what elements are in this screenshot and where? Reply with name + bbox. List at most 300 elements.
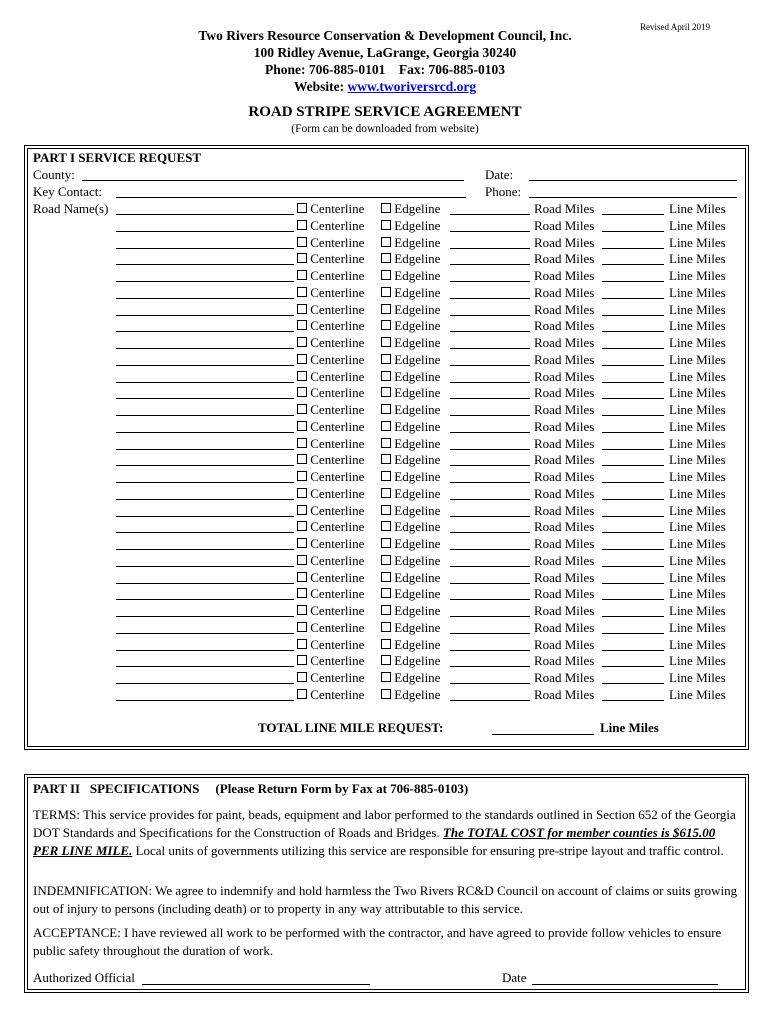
road-miles-label: Road Miles xyxy=(534,586,595,601)
road-miles-field[interactable] xyxy=(450,365,530,366)
road-name-field[interactable] xyxy=(116,298,294,299)
road-row xyxy=(0,235,770,252)
centerline-option[interactable]: Centerline xyxy=(297,620,364,636)
road-miles-field[interactable] xyxy=(450,298,530,299)
centerline-option[interactable]: Centerline xyxy=(297,687,364,703)
road-miles-label: Road Miles xyxy=(534,302,595,317)
road-name-field[interactable] xyxy=(116,599,294,600)
centerline-option[interactable]: Centerline xyxy=(297,469,364,485)
centerline-option[interactable]: Centerline xyxy=(297,318,364,334)
edgeline-checkbox[interactable] xyxy=(381,488,391,498)
edgeline-checkbox[interactable] xyxy=(381,471,391,481)
edgeline-option[interactable]: Edgeline xyxy=(381,553,440,569)
centerline-checkbox[interactable] xyxy=(297,572,307,582)
road-row xyxy=(0,352,770,369)
centerline-checkbox[interactable] xyxy=(297,689,307,699)
edgeline-option[interactable]: Edgeline xyxy=(381,201,440,217)
line-miles-label: Line Miles xyxy=(669,452,726,467)
centerline-option[interactable]: Centerline xyxy=(297,519,364,535)
road-row xyxy=(0,570,770,587)
road-miles-field[interactable] xyxy=(450,449,530,450)
centerline-checkbox[interactable] xyxy=(297,622,307,632)
road-miles-field[interactable] xyxy=(450,398,530,399)
centerline-option[interactable]: Centerline xyxy=(297,452,364,468)
centerline-checkbox[interactable] xyxy=(297,555,307,565)
edgeline-option[interactable]: Edgeline xyxy=(381,385,440,401)
road-miles-field[interactable] xyxy=(450,616,530,617)
edgeline-option[interactable]: Edgeline xyxy=(381,620,440,636)
line-miles-field[interactable] xyxy=(602,449,664,450)
centerline-checkbox[interactable] xyxy=(297,253,307,263)
line-miles-label: Line Miles xyxy=(669,586,726,601)
line-miles-field[interactable] xyxy=(602,549,664,550)
edgeline-checkbox[interactable] xyxy=(381,555,391,565)
centerline-checkbox[interactable] xyxy=(297,672,307,682)
line-miles-field[interactable] xyxy=(602,214,664,215)
terms-cost: The TOTAL COST for member counties is $615.00 PER LINE MILE. xyxy=(33,825,716,858)
edgeline-checkbox[interactable] xyxy=(381,572,391,582)
line-miles-field[interactable] xyxy=(602,331,664,332)
centerline-option[interactable]: Centerline xyxy=(297,402,364,418)
road-miles-label: Road Miles xyxy=(534,352,595,367)
edgeline-checkbox[interactable] xyxy=(381,655,391,665)
edgeline-checkbox[interactable] xyxy=(381,237,391,247)
road-miles-field[interactable] xyxy=(450,231,530,232)
centerline-checkbox[interactable] xyxy=(297,354,307,364)
edgeline-option[interactable]: Edgeline xyxy=(381,586,440,602)
road-miles-field[interactable] xyxy=(450,599,530,600)
road-miles-label: Road Miles xyxy=(534,452,595,467)
centerline-checkbox[interactable] xyxy=(297,337,307,347)
centerline-option[interactable]: Centerline xyxy=(297,268,364,284)
line-miles-label: Line Miles xyxy=(669,570,726,585)
edgeline-checkbox[interactable] xyxy=(381,521,391,531)
road-miles-label: Road Miles xyxy=(534,603,595,618)
road-miles-field[interactable] xyxy=(450,248,530,249)
edgeline-option[interactable]: Edgeline xyxy=(381,352,440,368)
line-miles-label: Line Miles xyxy=(669,251,726,266)
centerline-checkbox[interactable] xyxy=(297,421,307,431)
road-name-field[interactable] xyxy=(116,465,294,466)
centerline-option[interactable]: Centerline xyxy=(297,201,364,217)
line-miles-field[interactable] xyxy=(602,298,664,299)
road-miles-label: Road Miles xyxy=(534,218,595,233)
org-address: 100 Ridley Avenue, LaGrange, Georgia 30240 xyxy=(253,45,517,60)
road-miles-field[interactable] xyxy=(450,683,530,684)
line-miles-label: Line Miles xyxy=(669,352,726,367)
road-miles-field[interactable] xyxy=(450,633,530,634)
road-miles-label: Road Miles xyxy=(534,620,595,635)
edgeline-option[interactable]: Edgeline xyxy=(381,670,440,686)
line-miles-field[interactable] xyxy=(602,532,664,533)
road-name-field[interactable] xyxy=(116,666,294,667)
edgeline-option[interactable]: Edgeline xyxy=(381,318,440,334)
road-name-field[interactable] xyxy=(116,281,294,282)
total-label: TOTAL LINE MILE REQUEST: xyxy=(258,720,444,735)
road-miles-label: Road Miles xyxy=(534,402,595,417)
centerline-checkbox[interactable] xyxy=(297,538,307,548)
edgeline-checkbox[interactable] xyxy=(381,371,391,381)
road-miles-field[interactable] xyxy=(450,382,530,383)
line-miles-label: Line Miles xyxy=(669,402,726,417)
road-miles-field[interactable] xyxy=(450,650,530,651)
centerline-option[interactable]: Centerline xyxy=(297,653,364,669)
line-miles-field[interactable] xyxy=(602,248,664,249)
road-miles-field[interactable] xyxy=(450,549,530,550)
county-label: County: xyxy=(33,167,75,182)
centerline-option[interactable]: Centerline xyxy=(297,586,364,602)
road-name-field[interactable] xyxy=(116,398,294,399)
centerline-checkbox[interactable] xyxy=(297,371,307,381)
edgeline-checkbox[interactable] xyxy=(381,253,391,263)
road-row xyxy=(0,302,770,319)
line-miles-field[interactable] xyxy=(602,566,664,567)
road-name-field[interactable] xyxy=(116,482,294,483)
line-miles-field[interactable] xyxy=(602,683,664,684)
edgeline-option[interactable]: Edgeline xyxy=(381,251,440,267)
centerline-checkbox[interactable] xyxy=(297,304,307,314)
road-miles-field[interactable] xyxy=(450,583,530,584)
centerline-option[interactable]: Centerline xyxy=(297,251,364,267)
terms-text: TERMS: This service provides for paint, beads, equipment and labor performed to the standards outlined in Section 652 of the Georgia DOT Standards and Specifications for the Construction of Roads and Bridges. xyxy=(33,807,736,840)
terms-tail: Local units of governments utilizing this service are responsible for ensuring pre-stripe layout and traffic control. xyxy=(135,843,724,858)
line-miles-field[interactable] xyxy=(602,315,664,316)
part2-heading xyxy=(33,781,468,797)
edgeline-checkbox[interactable] xyxy=(381,287,391,297)
road-row xyxy=(0,620,770,637)
line-miles-label: Line Miles xyxy=(669,369,726,384)
edgeline-checkbox[interactable] xyxy=(381,538,391,548)
road-miles-field[interactable] xyxy=(450,465,530,466)
edgeline-checkbox[interactable] xyxy=(381,454,391,464)
official-label: Authorized Official xyxy=(33,970,135,985)
indemnification-paragraph: INDEMNIFICATION: We agree to indemnify and hold harmless the Two Rivers RC&D Council on account of claims or suits growing out of injury to persons (including death) or to property in any way attributable to this service. xyxy=(33,883,738,916)
centerline-checkbox[interactable] xyxy=(297,454,307,464)
part2-title: PART II SPECIFICATIONS xyxy=(33,781,200,796)
road-miles-field[interactable] xyxy=(450,482,530,483)
centerline-option[interactable]: Centerline xyxy=(297,553,364,569)
part1-heading: PART I SERVICE REQUEST xyxy=(33,150,202,165)
edgeline-option[interactable]: Edgeline xyxy=(381,335,440,351)
line-miles-field[interactable] xyxy=(602,398,664,399)
letterhead xyxy=(0,27,770,95)
edgeline-checkbox[interactable] xyxy=(381,337,391,347)
line-miles-field[interactable] xyxy=(602,382,664,383)
road-row xyxy=(0,670,770,687)
road-name-field[interactable] xyxy=(116,415,294,416)
road-miles-label: Road Miles xyxy=(534,469,595,484)
line-miles-field[interactable] xyxy=(602,465,664,466)
edgeline-checkbox[interactable] xyxy=(381,639,391,649)
edgeline-option[interactable]: Edgeline xyxy=(381,486,440,502)
road-name-field[interactable] xyxy=(116,683,294,684)
centerline-option[interactable]: Centerline xyxy=(297,503,364,519)
line-miles-label: Line Miles xyxy=(669,385,726,400)
line-miles-field[interactable] xyxy=(602,666,664,667)
edgeline-option[interactable]: Edgeline xyxy=(381,603,440,619)
edgeline-checkbox[interactable] xyxy=(381,270,391,280)
road-miles-label: Road Miles xyxy=(534,419,595,434)
centerline-option[interactable]: Centerline xyxy=(297,570,364,586)
edgeline-option[interactable]: Edgeline xyxy=(381,218,440,234)
edgeline-checkbox[interactable] xyxy=(381,622,391,632)
centerline-option[interactable]: Centerline xyxy=(297,302,364,318)
centerline-checkbox[interactable] xyxy=(297,655,307,665)
total-line-miles-field[interactable] xyxy=(492,734,594,735)
line-miles-field[interactable] xyxy=(602,633,664,634)
centerline-option[interactable]: Centerline xyxy=(297,285,364,301)
road-name-field[interactable] xyxy=(116,700,294,701)
edgeline-option[interactable]: Edgeline xyxy=(381,436,440,452)
edgeline-option[interactable]: Edgeline xyxy=(381,268,440,284)
centerline-checkbox[interactable] xyxy=(297,320,307,330)
line-miles-field[interactable] xyxy=(602,348,664,349)
road-miles-label: Road Miles xyxy=(534,637,595,652)
centerline-checkbox[interactable] xyxy=(297,387,307,397)
edgeline-checkbox[interactable] xyxy=(381,605,391,615)
road-miles-field[interactable] xyxy=(450,281,530,282)
line-miles-field[interactable] xyxy=(602,516,664,517)
line-miles-field[interactable] xyxy=(602,650,664,651)
centerline-option[interactable]: Centerline xyxy=(297,536,364,552)
road-row xyxy=(0,385,770,402)
road-row xyxy=(0,603,770,620)
edgeline-option[interactable]: Edgeline xyxy=(381,570,440,586)
road-name-field[interactable] xyxy=(116,583,294,584)
edgeline-checkbox[interactable] xyxy=(381,438,391,448)
road-miles-field[interactable] xyxy=(450,214,530,215)
county-field[interactable] xyxy=(82,180,464,181)
signature-date-label: Date xyxy=(502,970,527,985)
edgeline-option[interactable]: Edgeline xyxy=(381,419,440,435)
road-names-label: Road Name(s) xyxy=(33,201,109,216)
road-miles-label: Road Miles xyxy=(534,201,595,216)
edgeline-checkbox[interactable] xyxy=(381,220,391,230)
edgeline-checkbox[interactable] xyxy=(381,588,391,598)
line-miles-field[interactable] xyxy=(602,583,664,584)
edgeline-option[interactable]: Edgeline xyxy=(381,452,440,468)
road-row xyxy=(0,402,770,419)
edgeline-option[interactable]: Edgeline xyxy=(381,285,440,301)
line-miles-field[interactable] xyxy=(602,599,664,600)
edgeline-option[interactable]: Edgeline xyxy=(381,536,440,552)
road-miles-field[interactable] xyxy=(450,566,530,567)
key-contact-field[interactable] xyxy=(116,197,466,198)
road-miles-label: Road Miles xyxy=(534,536,595,551)
centerline-checkbox[interactable] xyxy=(297,220,307,230)
road-row xyxy=(0,553,770,570)
centerline-checkbox[interactable] xyxy=(297,639,307,649)
road-miles-field[interactable] xyxy=(450,532,530,533)
centerline-option[interactable]: Centerline xyxy=(297,352,364,368)
edgeline-option[interactable]: Edgeline xyxy=(381,302,440,318)
road-miles-field[interactable] xyxy=(450,331,530,332)
line-miles-label: Line Miles xyxy=(669,218,726,233)
road-miles-field[interactable] xyxy=(450,315,530,316)
edgeline-option[interactable]: Edgeline xyxy=(381,653,440,669)
line-miles-field[interactable] xyxy=(602,365,664,366)
edgeline-option[interactable]: Edgeline xyxy=(381,637,440,653)
form-title: ROAD STRIPE SERVICE AGREEMENT xyxy=(248,104,522,120)
centerline-checkbox[interactable] xyxy=(297,203,307,213)
road-miles-field[interactable] xyxy=(450,499,530,500)
centerline-checkbox[interactable] xyxy=(297,438,307,448)
centerline-option[interactable]: Centerline xyxy=(297,603,364,619)
line-miles-field[interactable] xyxy=(602,499,664,500)
edgeline-option[interactable]: Edgeline xyxy=(381,519,440,535)
line-miles-field[interactable] xyxy=(602,231,664,232)
date-label: Date: xyxy=(485,167,514,182)
edgeline-option[interactable]: Edgeline xyxy=(381,402,440,418)
centerline-checkbox[interactable] xyxy=(297,404,307,414)
edgeline-option[interactable]: Edgeline xyxy=(381,369,440,385)
line-miles-field[interactable] xyxy=(602,415,664,416)
road-row xyxy=(0,486,770,503)
road-name-field[interactable] xyxy=(116,214,294,215)
road-name-field[interactable] xyxy=(116,532,294,533)
edgeline-checkbox[interactable] xyxy=(381,203,391,213)
line-miles-label: Line Miles xyxy=(669,486,726,501)
road-miles-field[interactable] xyxy=(450,348,530,349)
road-miles-field[interactable] xyxy=(450,432,530,433)
road-miles-label: Road Miles xyxy=(534,436,595,451)
centerline-checkbox[interactable] xyxy=(297,505,307,515)
road-miles-field[interactable] xyxy=(450,516,530,517)
edgeline-option[interactable]: Edgeline xyxy=(381,469,440,485)
centerline-checkbox[interactable] xyxy=(297,605,307,615)
form-subtitle: (Form can be downloaded from website) xyxy=(291,123,479,135)
line-miles-label: Line Miles xyxy=(669,637,726,652)
line-miles-label: Line Miles xyxy=(669,670,726,685)
road-miles-label: Road Miles xyxy=(534,251,595,266)
centerline-checkbox[interactable] xyxy=(297,588,307,598)
edgeline-option[interactable]: Edgeline xyxy=(381,235,440,251)
line-miles-label: Line Miles xyxy=(669,436,726,451)
line-miles-field[interactable] xyxy=(602,432,664,433)
road-miles-label: Road Miles xyxy=(534,670,595,685)
edgeline-checkbox[interactable] xyxy=(381,387,391,397)
road-row xyxy=(0,285,770,302)
road-miles-label: Road Miles xyxy=(534,385,595,400)
road-miles-label: Road Miles xyxy=(534,553,595,568)
official-signature-field[interactable] xyxy=(142,984,370,985)
edgeline-checkbox[interactable] xyxy=(381,421,391,431)
road-miles-label: Road Miles xyxy=(534,235,595,250)
road-row xyxy=(0,586,770,603)
road-row xyxy=(0,503,770,520)
centerline-checkbox[interactable] xyxy=(297,521,307,531)
centerline-option[interactable]: Centerline xyxy=(297,385,364,401)
road-name-field[interactable] xyxy=(116,365,294,366)
edgeline-checkbox[interactable] xyxy=(381,320,391,330)
road-name-field[interactable] xyxy=(116,231,294,232)
road-name-field[interactable] xyxy=(116,382,294,383)
centerline-checkbox[interactable] xyxy=(297,287,307,297)
line-miles-field[interactable] xyxy=(602,616,664,617)
edgeline-checkbox[interactable] xyxy=(381,672,391,682)
road-name-field[interactable] xyxy=(116,348,294,349)
road-row xyxy=(0,419,770,436)
line-miles-label: Line Miles xyxy=(669,536,726,551)
road-name-field[interactable] xyxy=(116,616,294,617)
line-miles-label: Line Miles xyxy=(669,318,726,333)
road-name-field[interactable] xyxy=(116,650,294,651)
centerline-option[interactable]: Centerline xyxy=(297,369,364,385)
centerline-option[interactable]: Centerline xyxy=(297,486,364,502)
road-name-field[interactable] xyxy=(116,566,294,567)
edgeline-option[interactable]: Edgeline xyxy=(381,687,440,703)
road-row xyxy=(0,452,770,469)
road-name-field[interactable] xyxy=(116,315,294,316)
edgeline-checkbox[interactable] xyxy=(381,304,391,314)
date-field[interactable] xyxy=(529,180,737,181)
edgeline-checkbox[interactable] xyxy=(381,689,391,699)
phone-field[interactable] xyxy=(529,197,737,198)
centerline-option[interactable]: Centerline xyxy=(297,235,364,251)
centerline-checkbox[interactable] xyxy=(297,471,307,481)
road-row xyxy=(0,369,770,386)
total-unit: Line Miles xyxy=(600,720,659,735)
edgeline-checkbox[interactable] xyxy=(381,505,391,515)
centerline-checkbox[interactable] xyxy=(297,488,307,498)
website-link[interactable]: www.tworiversrcd.org xyxy=(347,79,477,94)
road-name-field[interactable] xyxy=(116,449,294,450)
road-row xyxy=(0,469,770,486)
centerline-checkbox[interactable] xyxy=(297,237,307,247)
road-miles-label: Road Miles xyxy=(534,486,595,501)
line-miles-label: Line Miles xyxy=(669,285,726,300)
road-name-field[interactable] xyxy=(116,264,294,265)
road-name-field[interactable] xyxy=(116,432,294,433)
line-miles-field[interactable] xyxy=(602,264,664,265)
centerline-option[interactable]: Centerline xyxy=(297,419,364,435)
line-miles-field[interactable] xyxy=(602,281,664,282)
centerline-option[interactable]: Centerline xyxy=(297,670,364,686)
edgeline-checkbox[interactable] xyxy=(381,404,391,414)
edgeline-checkbox[interactable] xyxy=(381,354,391,364)
road-row xyxy=(0,637,770,654)
centerline-option[interactable]: Centerline xyxy=(297,436,364,452)
road-name-field[interactable] xyxy=(116,499,294,500)
road-miles-field[interactable] xyxy=(450,666,530,667)
line-miles-field[interactable] xyxy=(602,700,664,701)
road-miles-field[interactable] xyxy=(450,264,530,265)
line-miles-label: Line Miles xyxy=(669,653,726,668)
centerline-option[interactable]: Centerline xyxy=(297,637,364,653)
road-miles-label: Road Miles xyxy=(534,503,595,518)
road-name-field[interactable] xyxy=(116,248,294,249)
centerline-option[interactable]: Centerline xyxy=(297,335,364,351)
centerline-option[interactable]: Centerline xyxy=(297,218,364,234)
road-name-field[interactable] xyxy=(116,331,294,332)
road-miles-field[interactable] xyxy=(450,700,530,701)
road-name-field[interactable] xyxy=(116,516,294,517)
road-name-field[interactable] xyxy=(116,633,294,634)
road-miles-label: Road Miles xyxy=(534,285,595,300)
line-miles-label: Line Miles xyxy=(669,302,726,317)
org-name: Two Rivers Resource Conservation & Development Council, Inc. xyxy=(198,28,572,43)
road-name-field[interactable] xyxy=(116,549,294,550)
line-miles-field[interactable] xyxy=(602,482,664,483)
road-row xyxy=(0,536,770,553)
road-row xyxy=(0,653,770,670)
centerline-checkbox[interactable] xyxy=(297,270,307,280)
road-miles-field[interactable] xyxy=(450,415,530,416)
signature-date-field[interactable] xyxy=(532,984,718,985)
revised-date: Revised April 2019 xyxy=(640,22,710,32)
road-row xyxy=(0,268,770,285)
edgeline-option[interactable]: Edgeline xyxy=(381,503,440,519)
